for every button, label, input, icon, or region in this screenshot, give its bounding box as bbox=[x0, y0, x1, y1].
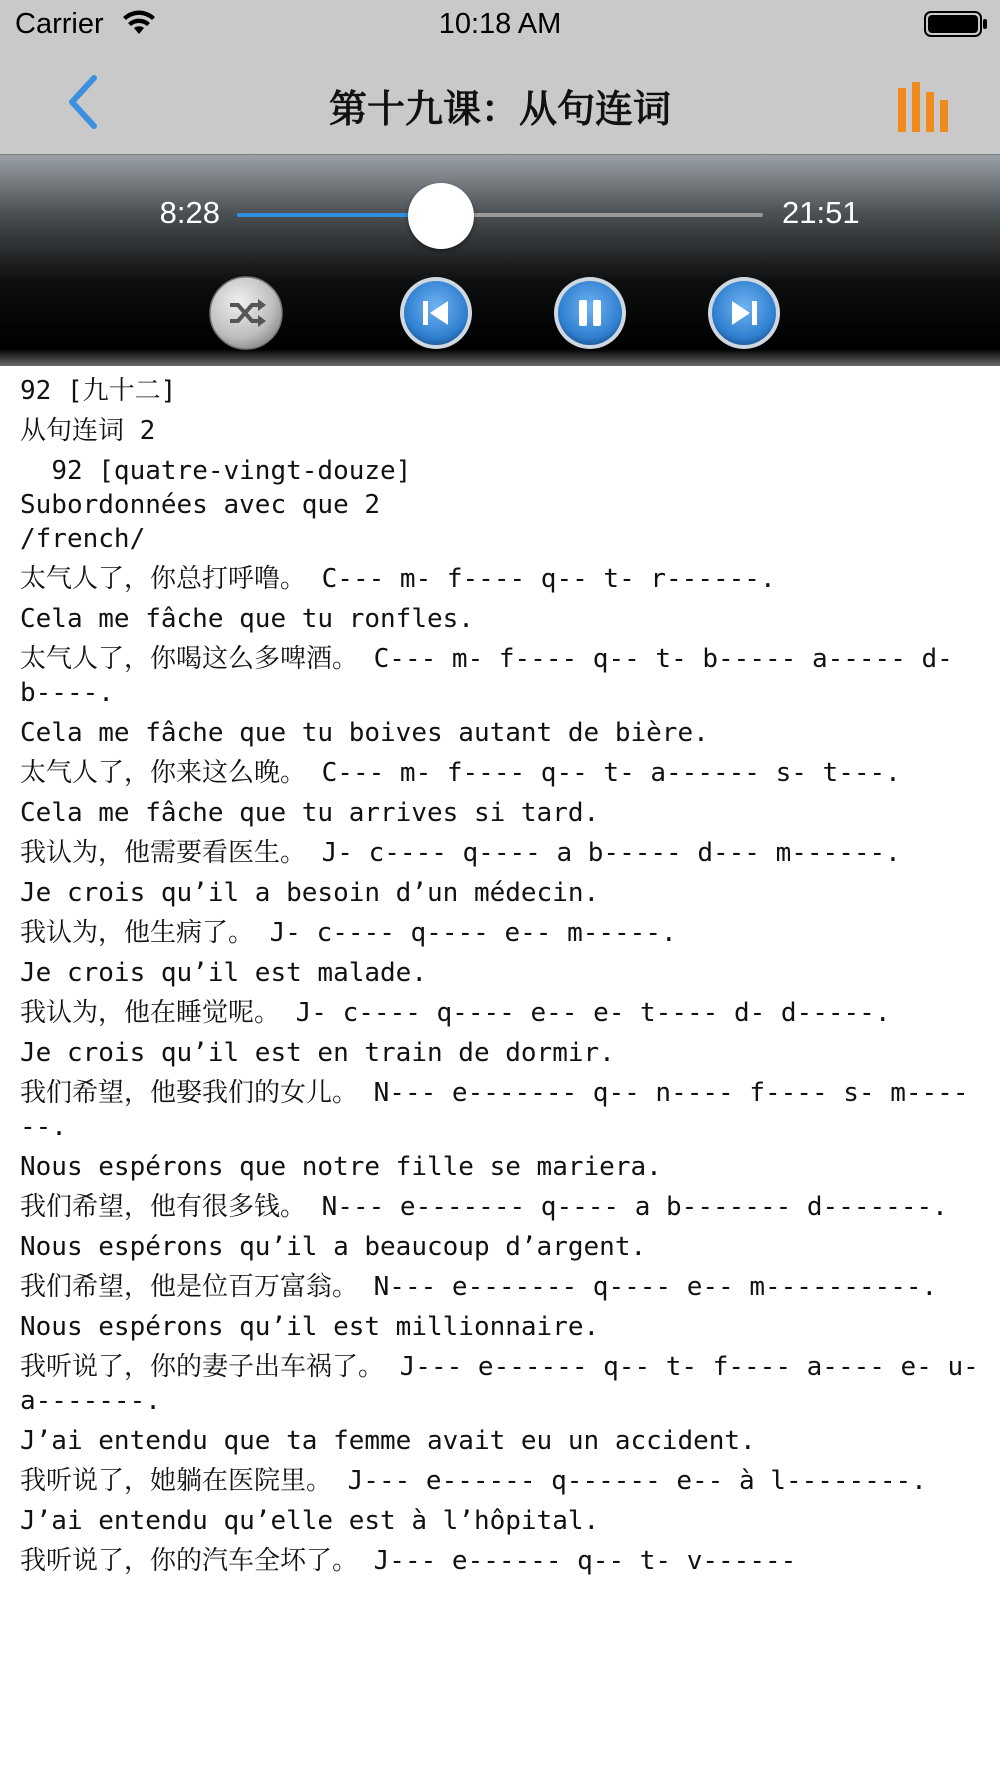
pause-icon bbox=[552, 275, 628, 351]
chevron-left-icon[interactable] bbox=[64, 74, 104, 130]
battery-icon bbox=[924, 10, 988, 38]
text-line: 太气人了，你总打呼噜。 C--- m- f---- q-- t- r------. bbox=[20, 564, 776, 594]
text-line: J’ai entendu qu’elle est à l’hôpital. bbox=[20, 1506, 600, 1536]
text-line: 太气人了，你喝这么多啤酒。 C--- m- f---- q-- t- b----- a----- d- b----. bbox=[20, 644, 969, 708]
text-line: Nous espérons que notre fille se mariera. bbox=[20, 1152, 662, 1182]
navigation-bar bbox=[0, 50, 1000, 154]
progress-slider[interactable] bbox=[237, 213, 763, 217]
text-line: 我认为，他需要看医生。 J- c---- q---- a b----- d--- m------. bbox=[20, 838, 901, 868]
lesson-text bbox=[0, 366, 1000, 1778]
next-button[interactable] bbox=[706, 275, 782, 351]
shuffle-button[interactable] bbox=[208, 275, 284, 351]
text-line: Cela me fâche que tu arrives si tard. bbox=[20, 798, 600, 828]
text-line: Nous espérons qu’il est millionnaire. bbox=[20, 1312, 600, 1342]
text-line: 我认为，他生病了。 J- c---- q---- e-- m-----. bbox=[20, 918, 677, 948]
text-line: 92 [quatre-vingt-douze] bbox=[20, 456, 412, 486]
clock-label: 10:18 AM bbox=[438, 8, 562, 40]
text-line: 92 [九十二] bbox=[20, 376, 177, 406]
text-line: Nous espérons qu’il a beaucoup d’argent. bbox=[20, 1232, 647, 1262]
shuffle-icon bbox=[208, 275, 284, 351]
text-line: 我听说了，她躺在医院里。 J--- e------ q------ e-- à l--------. bbox=[20, 1466, 927, 1496]
page-title: 第十九课：从句连词 bbox=[328, 87, 671, 131]
text-line: J’ai entendu que ta femme avait eu un accident. bbox=[20, 1426, 756, 1456]
text-line: /french/ bbox=[20, 524, 146, 554]
text-line: Je crois qu’il a besoin d’un médecin. bbox=[20, 878, 600, 908]
previous-icon bbox=[398, 275, 474, 351]
text-line: 太气人了，你来这么晚。 C--- m- f---- q-- t- a------ s- t---. bbox=[20, 758, 901, 788]
next-icon bbox=[706, 275, 782, 351]
text-line: Je crois qu’il est malade. bbox=[20, 958, 427, 988]
pause-button[interactable] bbox=[552, 275, 628, 351]
text-line: 我认为，他在睡觉呢。 J- c---- q---- e-- e- t---- d- d-----. bbox=[20, 998, 891, 1028]
text-line: Cela me fâche que tu ronfles. bbox=[20, 604, 474, 634]
bars-icon[interactable] bbox=[896, 82, 952, 132]
text-line: 我听说了，你的汽车全坏了。 J--- e------ q-- t- v------ bbox=[20, 1546, 797, 1576]
text-line: Je crois qu’il est en train de dormir. bbox=[20, 1038, 615, 1068]
text-line: 从句连词 2 bbox=[20, 416, 156, 446]
status-bar bbox=[0, 0, 1000, 50]
text-line: 我听说了，你的妻子出车祸了。 J--- e------ q-- t- f---- a---- e- u- a-------. bbox=[20, 1352, 995, 1416]
text-line: Cela me fâche que tu boives autant de bière. bbox=[20, 718, 709, 748]
text-line: Subordonnées avec que 2 bbox=[20, 490, 381, 520]
audio-player bbox=[0, 154, 1000, 366]
slider-thumb[interactable] bbox=[408, 183, 474, 249]
text-line: 我们希望，他娶我们的女儿。 N--- e------- q-- n---- f---- s- m------. bbox=[20, 1078, 969, 1142]
total-time: 21:51 bbox=[782, 195, 860, 230]
elapsed-time: 8:28 bbox=[159, 195, 220, 230]
text-line: 我们希望，他是位百万富翁。 N--- e------- q---- e-- m----------. bbox=[20, 1272, 938, 1302]
text-line: 我们希望，他有很多钱。 N--- e------- q---- a b------- d-------. bbox=[20, 1192, 948, 1222]
carrier-label: Carrier bbox=[15, 8, 104, 40]
previous-button[interactable] bbox=[398, 275, 474, 351]
